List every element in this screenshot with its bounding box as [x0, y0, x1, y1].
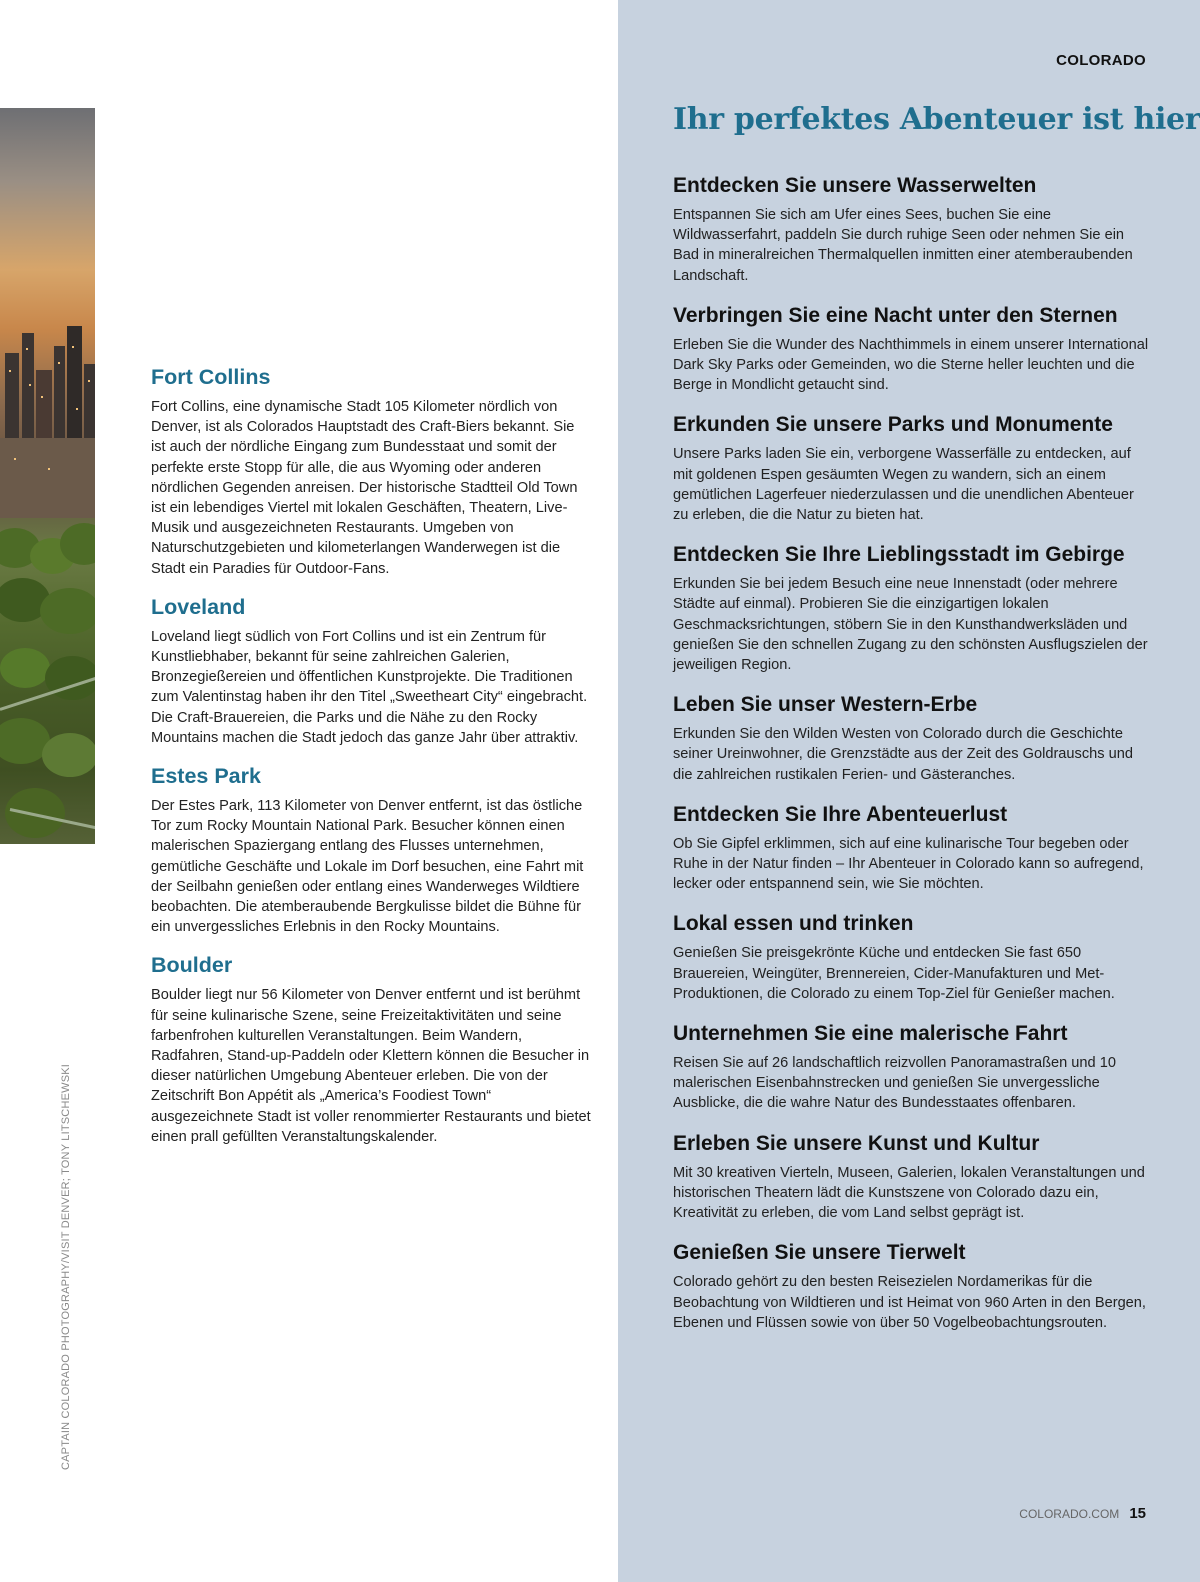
section-text: Unsere Parks laden Sie ein, verborgene Wasserfälle zu entdecken, auf mit goldenen Espen gesäumten Wegen zu wandern, sich an einem gemütlichen Lagerfeuer niederzulassen und die unendlichen Abenteuer zu erleben, die die Natur zu bieten hat. — [673, 446, 1134, 524]
section-heading: Loveland — [151, 594, 246, 619]
feature-section-lieblingsstadt — [673, 541, 1151, 675]
feature-section-parks — [673, 411, 1151, 525]
section-text: Mit 30 kreativen Vierteln, Museen, Galerien, lokalen Veranstaltungen und historischen Theatern lädt die Kunstszene von Colorado dazu ein, Kreativität zu erleben, die vom Land selbst geprägt ist. — [673, 1164, 1145, 1222]
section-heading: Leben Sie unser Western-Erbe — [673, 693, 978, 717]
city-section-loveland — [151, 594, 591, 748]
section-text: Loveland liegt südlich von Fort Collins und ist ein Zentrum für Kunstliebhaber, bekannt für seine zahlreichen Galerien, Bronzegießereien und öffentlichen Kunstprojekte. Die Traditionen zum Valentinstag haben ihr den Titel „Sweetheart City“ eingebracht. Die Craft-Brauereien, die Parks und die Nähe zu den Rocky Mountains machen die Stadt jedoch das ganze Jahr über attraktiv. — [151, 628, 588, 746]
section-heading: Erleben Sie unsere Kunst und Kultur — [673, 1131, 1040, 1155]
feature-section-abenteuerlust — [673, 801, 1151, 895]
right-column — [673, 172, 1151, 1349]
section-text: Ob Sie Gipfel erklimmen, sich auf eine kulinarische Tour begeben oder Ruhe in der Natur finden – Ihr Abenteuer in Colorado kann so aufregend, lecker oder entspannend sein, wie Sie möchten. — [673, 835, 1144, 893]
feature-section-fahrt — [673, 1020, 1151, 1114]
section-text: Erleben Sie die Wunder des Nachthimmels in einem unserer International Dark Sky Parks oder Gemeinden, wo die Sterne heller leuchten und die Berge in Mondlicht getaucht sind. — [673, 336, 1149, 394]
section-heading: Lokal essen und trinken — [673, 912, 914, 936]
footer-site: COLORADO.COM — [1019, 1507, 1120, 1521]
section-heading: Unternehmen Sie eine malerische Fahrt — [673, 1022, 1068, 1046]
feature-section-western-erbe — [673, 691, 1151, 785]
section-text: Entspannen Sie sich am Ufer eines Sees, buchen Sie eine Wildwasserfahrt, paddeln Sie durch ruhige Seen oder nehmen Sie ein Bad in mineralreichen Thermalquellen inmitten einer atemberaubenden Landschaft. — [673, 207, 1133, 284]
section-heading: Genießen Sie unsere Tierwelt — [673, 1241, 966, 1265]
feature-section-sterne — [673, 302, 1151, 396]
photo-credit: CAPTAIN COLORADO PHOTOGRAPHY/VISIT DENVER; TONY LITSCHEWSKI — [60, 1063, 72, 1470]
section-heading: Entdecken Sie Ihre Abenteuerlust — [673, 802, 1008, 826]
section-text: Erkunden Sie bei jedem Besuch eine neue Innenstadt (oder mehrere Städte auf einmal). Probieren Sie die einzigartigen lokalen Geschmacksrichtungen, stöbern Sie in den Kunsthandwerksläden und genießen Sie den schnellen Zugang zu den schönsten Ausflugszielen der jeweiligen Region. — [673, 576, 1148, 674]
feature-section-essen-trinken — [673, 910, 1151, 1004]
section-heading: Verbringen Sie eine Nacht unter den Sternen — [673, 303, 1118, 327]
section-text: Reisen Sie auf 26 landschaftlich reizvollen Panoramastraßen und 10 malerischen Eisenbahnstrecken und genießen Sie unvergessliche Ausblicke, die die wahre Natur des Bundesstaates offenbaren. — [673, 1055, 1116, 1112]
section-heading: Fort Collins — [151, 365, 271, 389]
section-text: Erkunden Sie den Wilden Westen von Colorado durch die Geschichte seiner Ureinwohner, die Grenzstädte aus der Zeit des Goldrauschs und die zahlreichen rustikalen Ferien- und Gästeranches. — [673, 726, 1133, 783]
denver-skyline-photo — [0, 108, 95, 844]
section-text: Boulder liegt nur 56 Kilometer von Denver entfernt und ist berühmt für seine kulinarische Szene, seine Freizeitaktivitäten und seine farbenfrohen kulturellen Veranstaltungen. Beim Wandern, Radfahren, Stand-up-Paddeln oder Klettern können die Besucher in dieser natürlichen Umgebung Abenteuer erleben. Die von der Zeitschrift Bon Appétit als „America’s Foodiest Town“ ausgezeichnete Stadt ist voller renommierter Restaurants und bietet einen prall gefüllten Veranstaltungskalender. — [151, 987, 591, 1145]
section-text: Der Estes Park, 113 Kilometer von Denver entfernt, ist das östliche Tor zum Rocky Mountain National Park. Besucher können einen malerischen Spaziergang entlang des Flusses unternehmen, gemütliche Geschäfte und Lokale im Dorf besuchen, eine Fahrt mit der Seilbahn genießen oder entlang eines Wanderweges Wildtiere beobachten. Die atemberaubende Bergkulisse bildet die Bühne für ein unvergessliches Erlebnis in den Rocky Mountains. — [151, 798, 584, 936]
feature-section-wasserwelten — [673, 172, 1151, 286]
feature-section-kunst-kultur — [673, 1130, 1151, 1224]
section-heading: Erkunden Sie unsere Parks und Monumente — [673, 413, 1113, 437]
section-heading: Entdecken Sie Ihre Lieblingsstadt im Gebirge — [673, 543, 1125, 567]
city-section-boulder — [151, 952, 591, 1147]
section-heading: Estes Park — [151, 764, 261, 789]
feature-section-tierwelt — [673, 1239, 1151, 1333]
section-text: Genießen Sie preisgekrönte Küche und entdecken Sie fast 650 Brauereien, Weingüter, Brennereien, Cider-Manufakturen und Met-Produktionen, die Colorado zu einem Top-Ziel für Genießer machen. — [673, 945, 1115, 1002]
section-heading: Entdecken Sie unsere Wasserwelten — [673, 174, 1037, 197]
page-header-label: COLORADO — [1056, 52, 1146, 69]
left-column — [151, 364, 591, 1162]
section-text: Fort Collins, eine dynamische Stadt 105 Kilometer nördlich von Denver, ist als Colorados Hauptstadt des Craft-Biers bekannt. Sie ist auch der nördliche Eingang zum Bundesstaat und somit der perfekte erste Stopp für alle, die aus Wyoming oder anderen nördlichen Gegenden anreisen. Der historische Stadtteil Old Town ist ein lebendiges Viertel mit lokalen Geschäften, Theatern, Live-Musik und ausgezeichneten Restaurants. Umgeben von Naturschutzgebieten und kilometerlangen Wanderwegen ist die Stadt ein Paradies für Outdoor-Fans. — [151, 399, 578, 577]
city-section-fort-collins — [151, 364, 591, 579]
page-footer — [1019, 1505, 1146, 1522]
city-section-estes-park — [151, 763, 591, 937]
section-heading: Boulder — [151, 953, 233, 978]
section-text: Colorado gehört zu den besten Reisezielen Nordamerikas für die Beobachtung von Wildtieren und ist Heimat von 960 Arten in den Bergen, Ebenen und Flüssen sowie von über 50 Vogelbeobachtungsrouten. — [673, 1274, 1146, 1331]
page-title: Ihr perfektes Abenteuer ist hier — [673, 102, 1200, 137]
page-number: 15 — [1129, 1505, 1146, 1522]
